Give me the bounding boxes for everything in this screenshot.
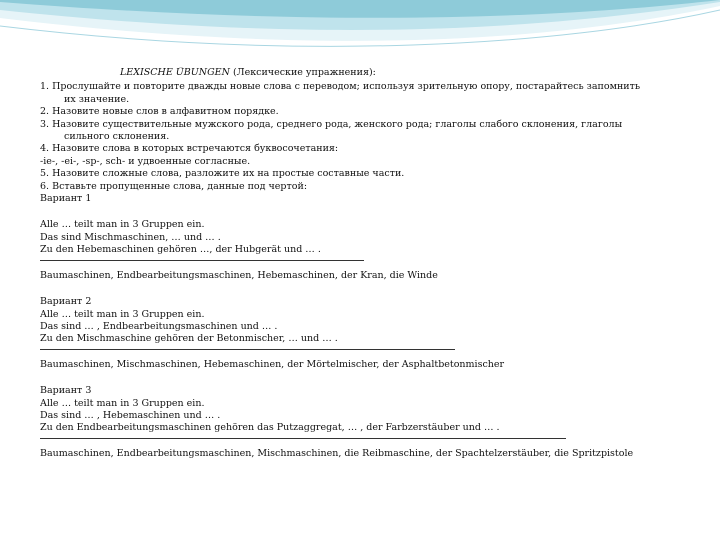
variant-1-word-bank: Baumaschinen, Endbearbeitungsmaschinen, Hebemaschinen, der Kran, die Winde [40,269,438,281]
wave-light [0,0,720,41]
variant-2-word-bank: Baumaschinen, Mischmaschinen, Hebemaschinen, der Mörtelmischer, der Asphaltbetonmischer [40,358,505,370]
variant-1-divider [40,260,364,261]
task-3: 3. Назовите существительные мужского рода, среднего рода, женского рода; глаголы слабого склонения, глаголы [40,118,623,130]
variant-3-divider [40,438,566,439]
variant-2-label: Вариант 2 [40,296,92,308]
task-1-continued: их значение. [64,93,130,105]
variant-3-sentence-1: Alle … teilt man in 3 Gruppen ein. [40,397,205,409]
task-6: 6. Вставьте пропущенные слова, данные под чертой: [40,180,308,192]
wave-dark [0,0,720,18]
task-3-continued: сильного склонения. [64,131,170,143]
variant-2-sentence-1: Alle … teilt man in 3 Gruppen ein. [40,308,205,320]
variant-3-label: Вариант 3 [40,385,92,397]
variant-1-label: Вариант 1 [40,193,92,205]
wave-line [0,10,720,46]
heading-german: LEXISCHE ÜBUNGEN [120,67,230,78]
task-1: 1. Прослушайте и повторите дважды новые слова с переводом; используя зрительную опору, постарайтесь запомнить [40,81,641,93]
wave-mid [0,0,720,30]
spacer [40,371,705,385]
variant-3-sentence-3: Zu den Endbearbeitungsmaschinen gehören das Putzaggregat, … , der Farbzerstäuber und … . [40,422,500,434]
slide-content [40,67,705,460]
variant-3-word-bank: Baumaschinen, Endbearbeitungsmaschinen, Mischmaschinen, die Reibmaschine, der Spachtelzerstäuber, die Spritzpistole [40,447,634,459]
header-wave-decoration [0,0,720,70]
variant-3-sentence-2: Das sind … , Hebemaschinen und … . [40,409,221,421]
variant-2-divider [40,349,455,350]
variant-1-sentence-3: Zu den Hebemaschinen gehören …, der Hubgerät und … . [40,244,321,256]
heading-russian: (Лексические упражнения): [232,67,376,78]
variant-1-sentence-1: Alle … teilt man in 3 Gruppen ein. [40,219,205,231]
variant-2-sentence-2: Das sind … , Endbearbeitungsmaschinen und … . [40,320,278,332]
task-4-letter-combinations: -ie-, -ei-, -sp-, sch- и удвоенные согласные. [40,155,251,167]
task-4: 4. Назовите слова в которых встречаются буквосочетания: [40,143,339,155]
spacer [40,282,705,296]
variant-1-sentence-2: Das sind Mischmaschinen, … und … . [40,231,221,243]
task-5: 5. Назовите сложные слова, разложите их на простые составные части. [40,168,405,180]
variant-2-sentence-3: Zu den Mischmaschine gehören der Betonmischer, … und … . [40,333,338,345]
spacer [40,205,705,219]
exercises-heading [40,67,705,79]
task-2: 2. Назовите новые слов в алфавитном порядке. [40,106,279,118]
